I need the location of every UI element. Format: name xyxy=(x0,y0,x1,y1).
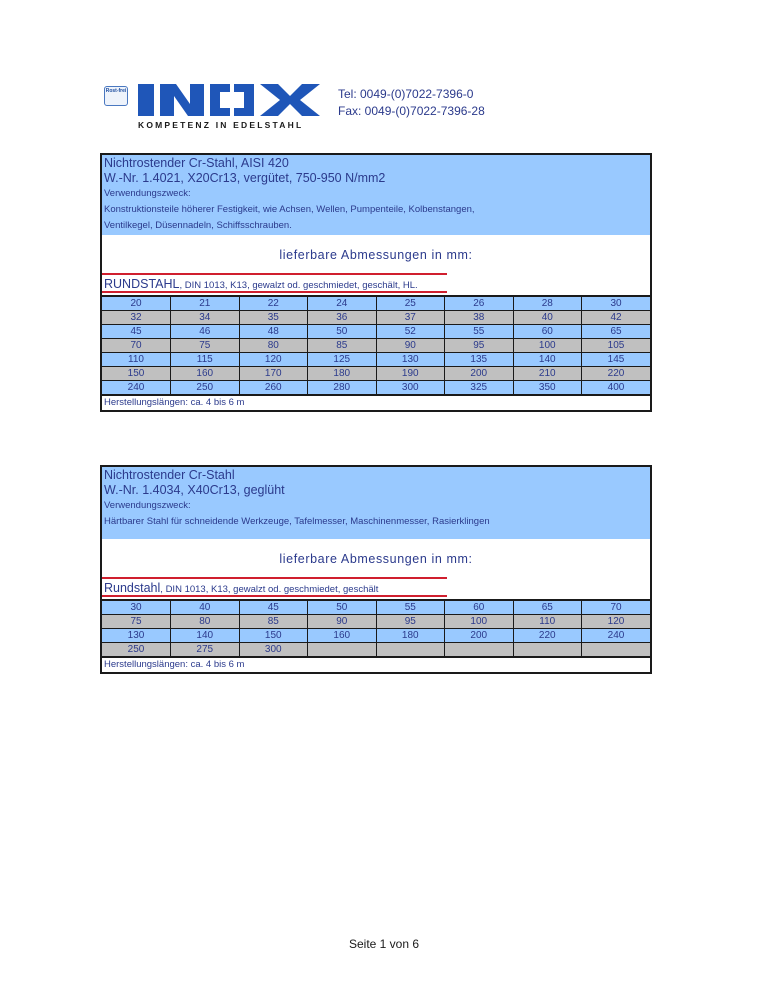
table-cell: 125 xyxy=(308,353,377,367)
table-cell xyxy=(308,643,377,657)
table-cell: 150 xyxy=(102,367,171,381)
table-cell: 280 xyxy=(308,381,377,395)
product-name: Rundstahl xyxy=(104,581,161,595)
fax-number: Fax: 0049-(0)7022-7396-28 xyxy=(338,104,485,118)
table-cell xyxy=(513,643,582,657)
table-cell: 325 xyxy=(445,381,514,395)
table-cell: 300 xyxy=(239,643,308,657)
rostfrei-badge: Rost-frei xyxy=(104,86,128,106)
table-cell: 220 xyxy=(582,367,651,381)
product-underline xyxy=(102,291,447,293)
table-cell: 85 xyxy=(239,615,308,629)
table-cell: 180 xyxy=(376,629,445,643)
company-logo xyxy=(104,82,334,132)
section-header xyxy=(102,155,650,235)
purpose-label: Verwendungszweck: xyxy=(104,188,191,199)
table-cell: 210 xyxy=(513,367,582,381)
table-cell: 60 xyxy=(445,600,514,615)
table-cell: 90 xyxy=(376,339,445,353)
table-row xyxy=(102,325,650,339)
table-row xyxy=(102,311,650,325)
table-cell: 45 xyxy=(102,325,171,339)
inox-logo-mark xyxy=(138,82,328,118)
section-title: Nichtrostender Cr-Stahl, AISI 420 xyxy=(104,156,289,170)
table-cell: 75 xyxy=(102,615,171,629)
table-cell: 70 xyxy=(102,339,171,353)
table-cell: 240 xyxy=(582,629,651,643)
table-cell: 400 xyxy=(582,381,651,395)
table-cell: 28 xyxy=(513,296,582,311)
table-cell: 25 xyxy=(376,296,445,311)
table-cell: 50 xyxy=(308,325,377,339)
table-row xyxy=(102,600,650,615)
purpose-text-2: Ventilkegel, Düsennadeln, Schiffsschrauben. xyxy=(104,220,292,231)
product-line xyxy=(102,579,650,599)
table-cell: 36 xyxy=(308,311,377,325)
table-cell: 75 xyxy=(171,339,240,353)
table-cell: 260 xyxy=(239,381,308,395)
table-row xyxy=(102,629,650,643)
table-cell: 70 xyxy=(582,600,651,615)
table-cell: 60 xyxy=(513,325,582,339)
table-row xyxy=(102,615,650,629)
table-cell: 350 xyxy=(513,381,582,395)
table-cell: 21 xyxy=(171,296,240,311)
table-cell: 37 xyxy=(376,311,445,325)
table-row xyxy=(102,353,650,367)
purpose-text: Härtbarer Stahl für schneidende Werkzeuge, Tafelmesser, Maschinenmesser, Rasierklingen xyxy=(104,516,490,527)
table-cell xyxy=(445,643,514,657)
table-cell: 140 xyxy=(513,353,582,367)
dimensions-table xyxy=(102,599,650,657)
table-cell: 120 xyxy=(582,615,651,629)
table-cell: 40 xyxy=(513,311,582,325)
table-cell: 200 xyxy=(445,367,514,381)
production-lengths: Herstellungslängen: ca. 4 bis 6 m xyxy=(102,395,650,410)
table-cell: 48 xyxy=(239,325,308,339)
table-cell: 65 xyxy=(582,325,651,339)
product-spec: , DIN 1013, K13, gewalzt od. geschmiedet, geschält, HL. xyxy=(179,280,418,291)
table-cell: 46 xyxy=(171,325,240,339)
product-underline xyxy=(102,595,447,597)
table-cell: 145 xyxy=(582,353,651,367)
table-cell: 275 xyxy=(171,643,240,657)
product-spec: , DIN 1013, K13, gewalzt od. geschmiedet, geschält xyxy=(160,584,379,595)
table-cell: 110 xyxy=(102,353,171,367)
table-cell: 45 xyxy=(239,600,308,615)
table-row xyxy=(102,367,650,381)
table-cell: 35 xyxy=(239,311,308,325)
table-cell: 32 xyxy=(102,311,171,325)
product-section-1 xyxy=(100,153,652,412)
table-cell: 130 xyxy=(102,629,171,643)
section-header xyxy=(102,467,650,539)
table-cell: 115 xyxy=(171,353,240,367)
table-row xyxy=(102,381,650,395)
table-cell: 250 xyxy=(102,643,171,657)
table-cell: 90 xyxy=(308,615,377,629)
table-cell: 130 xyxy=(376,353,445,367)
table-cell: 80 xyxy=(171,615,240,629)
table-cell: 100 xyxy=(445,615,514,629)
product-overline xyxy=(102,577,447,579)
table-cell: 160 xyxy=(308,629,377,643)
logo-tagline: KOMPETENZ IN EDELSTAHL xyxy=(138,120,304,130)
table-cell: 95 xyxy=(376,615,445,629)
table-cell: 30 xyxy=(582,296,651,311)
product-name: RUNDSTAHL xyxy=(104,277,180,291)
table-cell: 30 xyxy=(102,600,171,615)
available-dimensions-heading: lieferbare Abmessungen in mm: xyxy=(279,248,473,262)
table-cell: 24 xyxy=(308,296,377,311)
table-cell: 55 xyxy=(445,325,514,339)
table-cell: 105 xyxy=(582,339,651,353)
section-subtitle: W.-Nr. 1.4034, X40Cr13, geglüht xyxy=(104,483,285,497)
table-cell: 190 xyxy=(376,367,445,381)
phone-number: Tel: 0049-(0)7022-7396-0 xyxy=(338,87,474,101)
table-cell xyxy=(582,643,651,657)
table-cell: 120 xyxy=(239,353,308,367)
table-cell: 85 xyxy=(308,339,377,353)
table-cell: 20 xyxy=(102,296,171,311)
table-cell: 95 xyxy=(445,339,514,353)
table-cell: 38 xyxy=(445,311,514,325)
table-row xyxy=(102,339,650,353)
table-cell: 26 xyxy=(445,296,514,311)
table-cell: 52 xyxy=(376,325,445,339)
table-cell: 240 xyxy=(102,381,171,395)
table-cell: 40 xyxy=(171,600,240,615)
table-cell: 110 xyxy=(513,615,582,629)
table-cell: 170 xyxy=(239,367,308,381)
page-number: Seite 1 von 6 xyxy=(348,937,420,951)
product-overline xyxy=(102,273,447,275)
table-cell: 42 xyxy=(582,311,651,325)
table-cell: 140 xyxy=(171,629,240,643)
table-cell: 135 xyxy=(445,353,514,367)
table-cell: 180 xyxy=(308,367,377,381)
table-cell: 22 xyxy=(239,296,308,311)
table-row xyxy=(102,296,650,311)
letterhead xyxy=(104,82,524,132)
table-cell: 80 xyxy=(239,339,308,353)
product-line xyxy=(102,275,650,295)
table-cell: 65 xyxy=(513,600,582,615)
purpose-label: Verwendungszweck: xyxy=(104,500,191,511)
table-cell: 50 xyxy=(308,600,377,615)
dimensions-table xyxy=(102,295,650,395)
section-subtitle: W.-Nr. 1.4021, X20Cr13, vergütet, 750-950 N/mm2 xyxy=(104,171,386,185)
available-dimensions-heading: lieferbare Abmessungen in mm: xyxy=(279,552,473,566)
section-title: Nichtrostender Cr-Stahl xyxy=(104,468,235,482)
table-cell: 55 xyxy=(376,600,445,615)
contact-info xyxy=(338,86,485,120)
table-row xyxy=(102,643,650,657)
table-cell: 34 xyxy=(171,311,240,325)
product-section-2 xyxy=(100,465,652,674)
table-cell xyxy=(376,643,445,657)
table-cell: 300 xyxy=(376,381,445,395)
production-lengths: Herstellungslängen: ca. 4 bis 6 m xyxy=(102,657,650,672)
table-cell: 100 xyxy=(513,339,582,353)
table-cell: 200 xyxy=(445,629,514,643)
purpose-text: Konstruktionsteile höherer Festigkeit, wie Achsen, Wellen, Pumpenteile, Kolbenstangen, xyxy=(104,204,475,215)
table-cell: 160 xyxy=(171,367,240,381)
table-cell: 220 xyxy=(513,629,582,643)
table-cell: 150 xyxy=(239,629,308,643)
table-cell: 250 xyxy=(171,381,240,395)
